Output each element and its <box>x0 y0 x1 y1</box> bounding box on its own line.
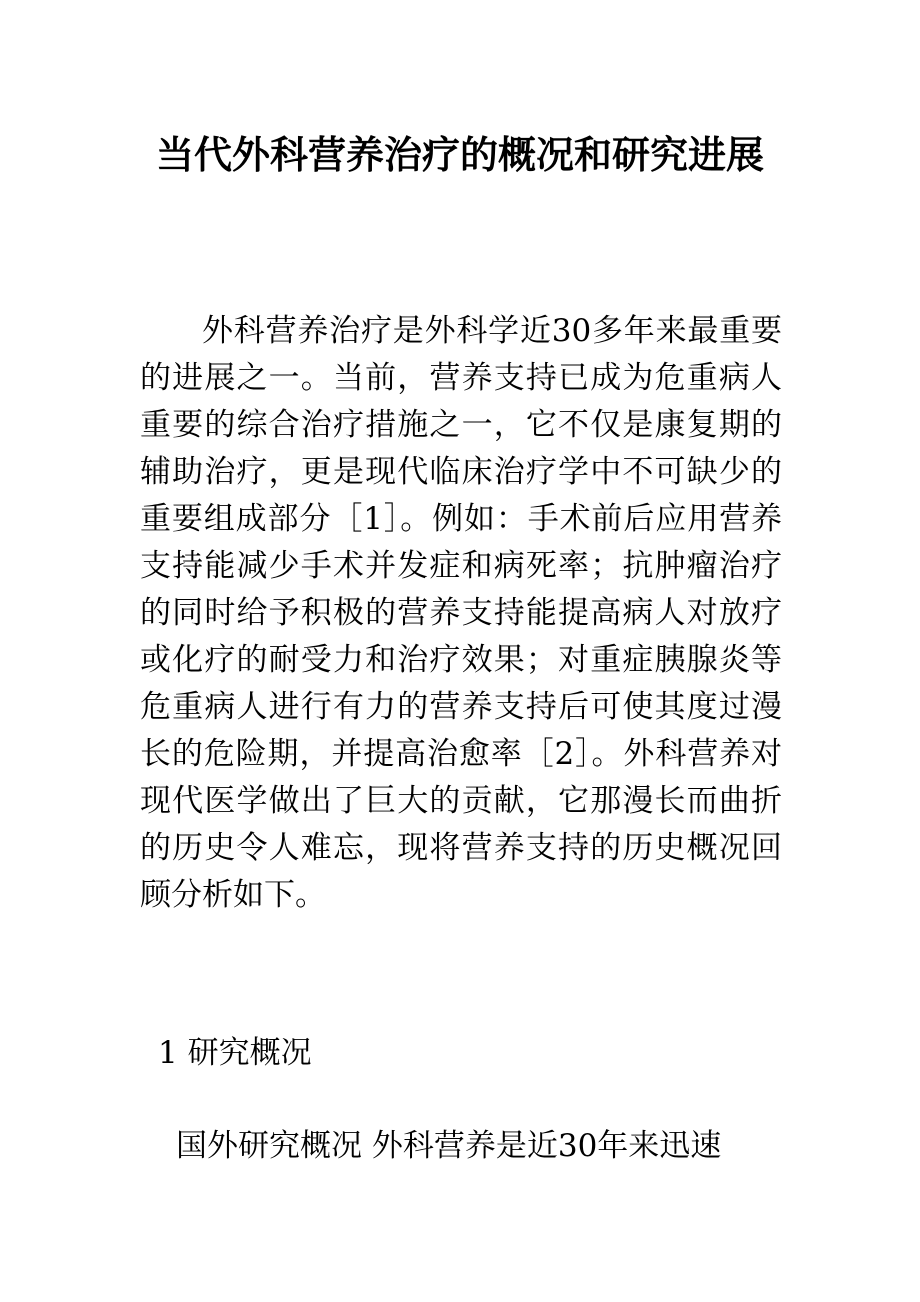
intro-paragraph: 外科营养治疗是外科学近30多年来最重要的进展之一。当前，营养支持已成为危重病人重要的综合治疗措施之一，它不仅是康复期的辅助治疗，更是现代临床治疗学中不可缺少的重要组成部分［1］。例如：手术前后应用营养支持能减少手术并发症和病死率；抗肿瘤治疗的同时给予积极的营养支持能提高病人对放疗或化疗的耐受力和治疗效果；对重症胰腺炎等危重病人进行有力的营养支持后可使其度过漫长的危险期，并提高治愈率［2］。外科营养对现代医学做出了巨大的贡献，它那漫长而曲折的历史令人难忘，现将营养支持的历史概况回顾分析如下。 <box>140 313 782 913</box>
section-paragraph: 国外研究概况 外科营养是近30年来迅速 <box>176 1128 722 1164</box>
document-title: 当代外科营养治疗的概况和研究进展 <box>155 133 764 177</box>
section-heading: 1 研究概况 <box>158 1035 312 1071</box>
